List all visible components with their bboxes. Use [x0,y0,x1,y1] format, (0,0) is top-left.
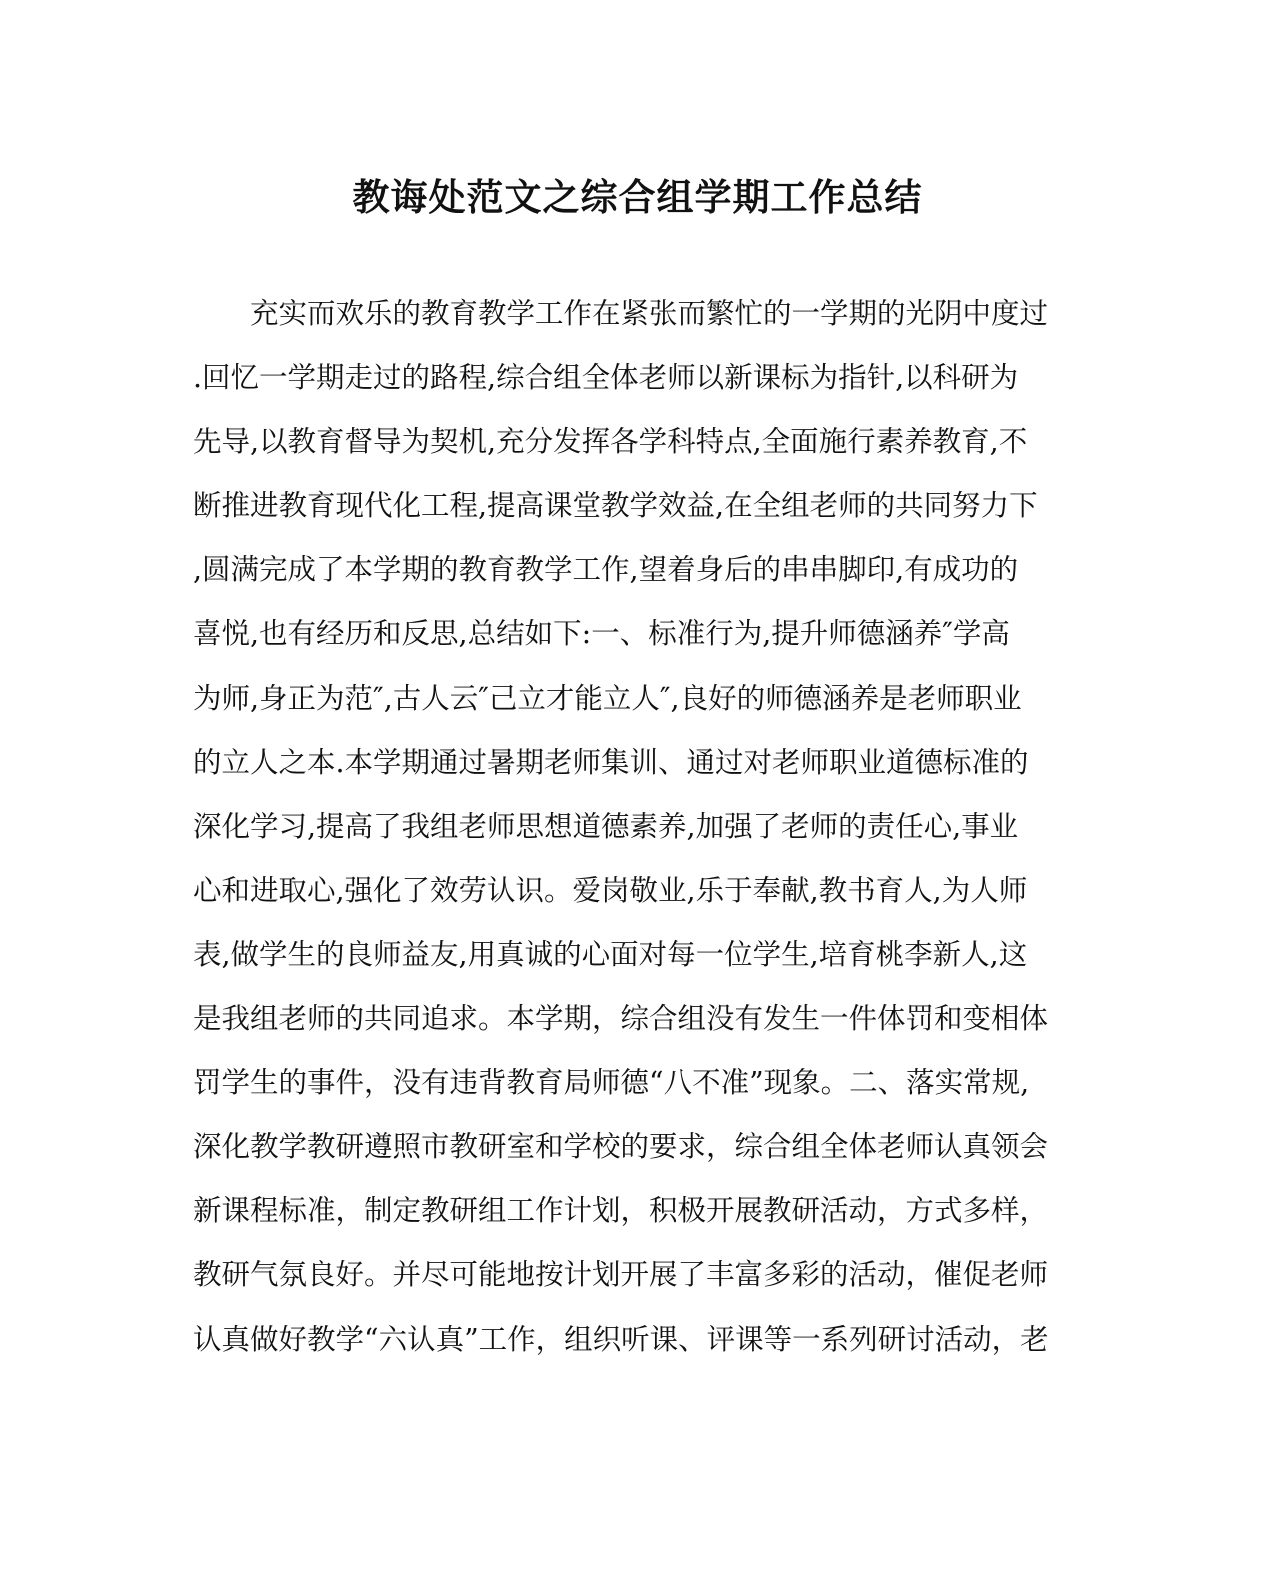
body-line: 表,做学生的良师益友,用真诚的心面对每一位学生,培育桃李新人,这 [193,937,1028,971]
body-line: 断推进教育现代化工程,提高课堂教学效益,在全组老师的共同努力下 [193,489,1038,523]
body-line: 新课程标准，制定教研组工作计划，积极开展教研活动，方式多样， [193,1194,1049,1228]
body-line: 深化学习,提高了我组老师思想道德素养,加强了老师的责任心,事业 [193,809,1019,843]
body-line: ,圆满完成了本学期的教育教学工作,望着身后的串串脚印,有成功的 [193,553,1019,587]
document-title: 教诲处范文之综合组学期工作总结 [352,175,923,219]
body-line: 喜悦,也有经历和反思,总结如下:一、标准行为,提升师德涵养″学高 [193,617,1010,651]
body-line: 先导,以教育督导为契机,充分发挥各学科特点,全面施行素养教育,不 [193,425,1028,459]
body-line: 是我组老师的共同追求。本学期，综合组没有发生一件体罚和变相体 [193,1002,1049,1036]
body-line: .回忆一学期走过的路程,综合组全体老师以新课标为指针,以科研为 [193,361,1019,395]
body-line: 为师,身正为范″,古人云″己立才能立人″,良好的师德涵养是老师职业 [193,681,1022,715]
body-line: 罚学生的事件，没有违背教育局师德“八不准”现象。二、落实常规, [193,1066,1030,1100]
body-line: 认真做好教学“六认真”工作，组织听课、评课等一系列研讨活动，老 [193,1322,1049,1356]
body-line: 充实而欢乐的教育教学工作在紧张而繁忙的一学期的光阴中度过 [250,297,1049,330]
body-line: 深化教学教研遵照市教研室和学校的要求，综合组全体老师认真领会 [193,1130,1049,1164]
document-body [193,282,1063,1372]
body-line: 的立人之本.本学期通过暑期老师集训、通过对老师职业道德标准的 [193,745,1029,779]
body-line: 教研气氛良好。并尽可能地按计划开展了丰富多彩的活动，催促老师 [193,1258,1049,1292]
body-line: 心和进取心,强化了效劳认识。爱岗敬业,乐于奉献,教书育人,为人师 [193,873,1028,907]
